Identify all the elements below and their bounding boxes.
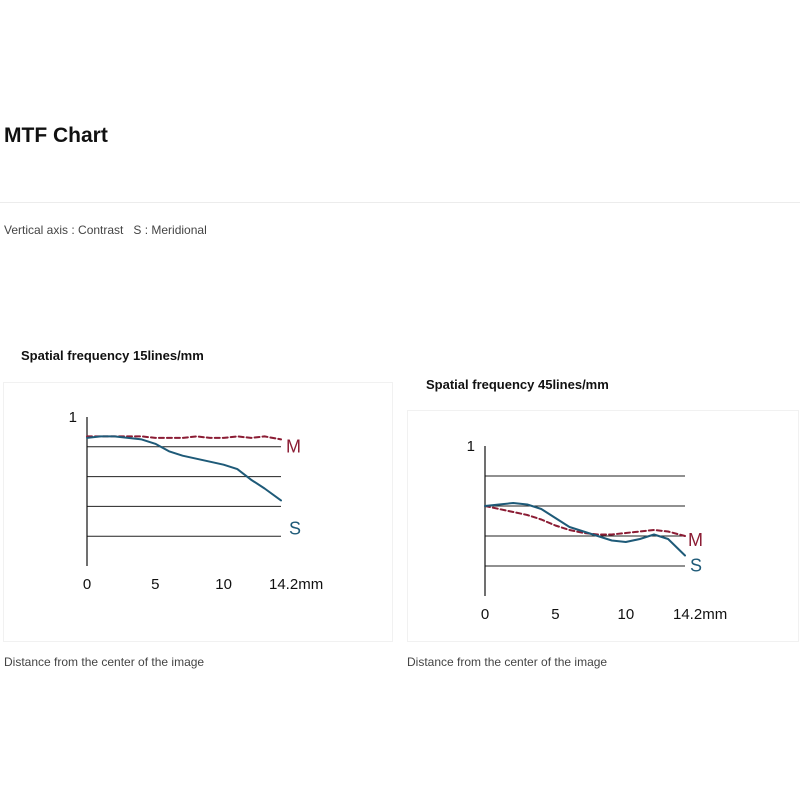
x-tick-label: 10 [617,606,635,623]
series-label-S: S [690,555,703,576]
series-label-M: M [688,530,703,550]
x-tick-label: 14.2mm [269,576,324,593]
series-line-S [485,503,685,556]
chart-title-15: Spatial frequency 15lines/mm [21,348,204,363]
x-tick-label: 5 [551,606,560,623]
mtf-chart-45 [408,411,798,641]
y-tick-label: 1 [68,409,77,426]
y-tick-label: 1 [466,438,475,455]
x-tick-label: 10 [215,576,232,593]
series-label-M: M [286,436,301,457]
x-tick-label: 0 [82,576,92,593]
chart-caption-45: Distance from the center of the image [407,655,608,669]
x-tick-label: 5 [151,576,160,593]
title-divider [0,202,800,203]
mtf-chart-15 [4,383,392,641]
axis-note: Vertical axis : Contrast S : Meridional [4,223,207,237]
chart-title-45: Spatial frequency 45lines/mm [426,377,609,392]
page-title: MTF Chart [4,124,108,147]
x-tick-label: 0 [480,606,490,623]
series-line-S [87,436,281,500]
x-tick-label: 14.2mm [673,606,728,623]
chart-panel-45 [407,410,799,642]
chart-caption-15: Distance from the center of the image [4,655,205,669]
chart-panel-15 [3,382,393,642]
series-label-S: S [289,518,302,539]
